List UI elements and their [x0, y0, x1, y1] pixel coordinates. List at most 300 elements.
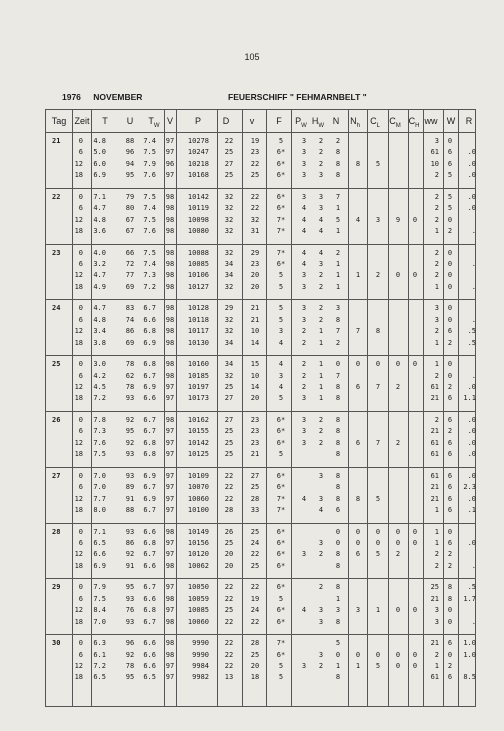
cell-U: 92 [125, 650, 135, 659]
cell-V: 98 [165, 617, 175, 626]
cell-zeit: 0 [78, 248, 83, 257]
cell-W: 2 [447, 427, 453, 436]
cell-Hw: 1 [318, 338, 324, 347]
cell-R: 1.0 [463, 650, 476, 659]
cell-v: 28 [250, 494, 260, 503]
cell-F: 5 [278, 304, 284, 313]
cell-zeit: 12 [74, 327, 83, 336]
cell-P: 9984 [192, 662, 209, 670]
cell-F: 6* [276, 539, 286, 547]
cell-F: 6* [276, 617, 286, 626]
cell-V: 98 [165, 260, 175, 268]
cell-V: 97 [165, 137, 175, 145]
cell-N: 0 [335, 360, 341, 369]
cell-R: .0 [467, 450, 476, 459]
cell-P: 10080 [187, 227, 209, 235]
cell-T: 8.4 [93, 606, 106, 615]
cell-D: 32 [224, 204, 234, 213]
cell-N: 1 [335, 271, 341, 280]
cell-ww: 2 [434, 327, 439, 336]
cell-V: 98 [165, 215, 175, 224]
cell-Nh: 8 [355, 159, 361, 168]
cell-zeit: 18 [74, 227, 83, 235]
cell-U: 91 [125, 494, 135, 503]
cell-R: .0 [467, 204, 476, 213]
cell-F: 5 [278, 137, 284, 145]
cell-D: 20 [224, 550, 234, 559]
cell-P: 10142 [187, 192, 209, 201]
cell-T: 7.1 [93, 527, 106, 536]
cell-Hw: 1 [318, 383, 324, 391]
cell-zeit: 6 [78, 650, 83, 659]
cell-D: 32 [224, 327, 234, 336]
column-divider [443, 110, 444, 706]
column-header-Nh: $N_h$ [350, 116, 360, 129]
cell-CL: 5 [375, 159, 381, 168]
cell-CH: 0 [412, 360, 418, 369]
cell-Hw: 2 [318, 662, 324, 670]
column-divider [348, 110, 349, 706]
cell-P: 10128 [187, 304, 209, 313]
cell-CL: 0 [375, 527, 381, 536]
column-divider [291, 110, 292, 706]
cell-P: 9982 [192, 673, 209, 682]
weather-table [45, 109, 476, 707]
cell-W: 0 [447, 360, 453, 369]
cell-ww: 21 [430, 494, 439, 503]
cell-Tw: 6.7 [143, 506, 156, 514]
cell-N: 8 [335, 471, 341, 480]
cell-Hw: 4 [318, 227, 324, 235]
cell-Tw: 7.5 [143, 148, 156, 157]
cell-v: 10 [250, 327, 260, 336]
cell-Tw: 6.9 [143, 338, 156, 347]
cell-W: 0 [447, 650, 453, 659]
cell-v: 21 [250, 450, 260, 459]
cell-v: 24 [250, 539, 260, 547]
cell-W: 0 [447, 248, 453, 257]
cell-zeit: 6 [78, 260, 83, 268]
cell-F: 6* [276, 171, 286, 180]
cell-N: 8 [335, 383, 341, 391]
cell-Hw: 2 [318, 159, 324, 168]
column-header-Tw: $T_W$ [148, 116, 160, 129]
cell-Pw: 3 [301, 394, 307, 403]
cell-F: 5 [278, 315, 284, 324]
cell-Tw: 6.8 [143, 606, 156, 615]
cell-zeit: 12 [74, 215, 83, 224]
cell-Nh: 0 [355, 650, 361, 659]
cell-Pw: 3 [301, 159, 307, 168]
cell-T: 6.5 [93, 539, 106, 547]
cell-D: 28 [224, 506, 234, 514]
cell-F: 7* [276, 215, 286, 224]
column-header-P: P [194, 116, 202, 126]
cell-P: 9990 [192, 639, 209, 648]
cell-P: 10173 [187, 394, 209, 403]
cell-zeit: 0 [78, 527, 83, 536]
cell-D: 20 [224, 561, 234, 570]
cell-T: 6.9 [93, 171, 106, 180]
cell-CH: 0 [412, 215, 418, 224]
cell-R: . [471, 315, 476, 324]
cell-Hw: 1 [318, 371, 324, 380]
cell-v: 33 [250, 506, 260, 514]
cell-zeit: 6 [78, 427, 83, 436]
day-separator [46, 355, 475, 356]
cell-N: 6 [335, 506, 341, 514]
cell-F: 6* [276, 427, 286, 436]
cell-Tw: 6.7 [143, 550, 156, 559]
cell-F: 6* [276, 159, 286, 168]
cell-v: 14 [250, 383, 260, 391]
cell-N: 8 [335, 159, 341, 168]
cell-U: 88 [125, 137, 135, 145]
cell-CH: 0 [412, 606, 418, 615]
cell-T: 3.2 [93, 260, 106, 268]
cell-v: 22 [250, 192, 260, 201]
cell-F: 7* [276, 494, 286, 503]
cell-W: 0 [447, 304, 453, 313]
cell-v: 22 [250, 583, 260, 592]
column-header-Hw: $H_W$ [311, 116, 325, 129]
cell-D: 25 [224, 438, 234, 447]
cell-F: 6* [276, 471, 286, 480]
cell-D: 22 [224, 471, 234, 480]
cell-R: 8.5 [463, 673, 476, 682]
cell-T: 7.2 [93, 394, 106, 403]
cell-zeit: 12 [74, 159, 83, 168]
cell-F: 7* [276, 639, 286, 648]
cell-V: 97 [165, 148, 175, 157]
cell-CH: 0 [412, 539, 418, 547]
cell-CH: 0 [412, 650, 418, 659]
cell-T: 4.7 [93, 271, 106, 280]
day-label: 28 [52, 527, 61, 536]
cell-F: 7* [276, 227, 286, 235]
cell-Pw: 2 [301, 360, 307, 369]
cell-F: 6* [276, 260, 286, 268]
cell-T: 4.8 [93, 137, 106, 145]
cell-N: 0 [335, 539, 341, 547]
cell-Nh: 0 [355, 539, 361, 547]
cell-Hw: 2 [318, 583, 324, 592]
day-separator [46, 523, 475, 524]
cell-R: .0 [467, 471, 476, 480]
cell-ww: 61 [430, 450, 439, 459]
column-divider [408, 110, 409, 706]
cell-v: 25 [250, 650, 260, 659]
cell-D: 22 [224, 494, 234, 503]
cell-P: 9990 [192, 650, 209, 659]
cell-P: 10162 [187, 416, 209, 424]
cell-W: 6 [447, 450, 453, 459]
cell-Pw: 2 [301, 371, 307, 380]
cell-V: 98 [165, 650, 175, 659]
cell-D: 32 [224, 215, 234, 224]
day-label: 21 [52, 137, 61, 145]
cell-D: 22 [224, 650, 234, 659]
cell-U: 69 [125, 282, 135, 291]
cell-U: 93 [125, 527, 135, 536]
cell-N: 7 [335, 371, 341, 380]
cell-U: 92 [125, 550, 135, 559]
cell-P: 10118 [187, 315, 209, 324]
cell-zeit: 18 [74, 673, 83, 682]
cell-ww: 21 [430, 394, 439, 403]
cell-P: 10070 [187, 483, 209, 492]
cell-Tw: 6.6 [143, 394, 156, 403]
cell-V: 98 [165, 282, 175, 291]
column-divider [91, 110, 92, 706]
cell-ww: 2 [434, 204, 439, 213]
cell-Nh: 1 [355, 271, 361, 280]
day-label: 30 [52, 639, 61, 648]
cell-F: 5 [278, 673, 284, 682]
cell-ww: 3 [434, 304, 439, 313]
cell-V: 98 [165, 594, 175, 603]
cell-ww: 10 [430, 159, 439, 168]
cell-Tw: 6.9 [143, 383, 156, 391]
cell-R: .5 [467, 583, 476, 592]
cell-Pw: 4 [301, 227, 307, 235]
cell-U: 74 [125, 315, 135, 324]
cell-zeit: 18 [74, 561, 83, 570]
column-header-F: F [276, 116, 282, 126]
cell-T: 3.0 [93, 360, 106, 369]
cell-v: 22 [250, 550, 260, 559]
cell-W: 0 [447, 606, 453, 615]
cell-D: 22 [224, 137, 234, 145]
cell-P: 10127 [187, 282, 209, 291]
cell-Hw: 2 [318, 416, 324, 424]
cell-CM: 0 [395, 271, 401, 280]
cell-zeit: 0 [78, 471, 83, 480]
cell-Nh: 7 [355, 327, 361, 336]
cell-ww: 3 [434, 137, 439, 145]
cell-v: 21 [250, 315, 260, 324]
cell-U: 88 [125, 506, 135, 514]
cell-Tw: 6.6 [143, 662, 156, 670]
cell-T: 7.3 [93, 427, 106, 436]
cell-CM: 0 [395, 662, 401, 670]
cell-W: 0 [447, 215, 453, 224]
cell-ww: 2 [434, 371, 439, 380]
column-header-N: N [332, 116, 340, 126]
cell-Hw: 3 [318, 650, 324, 659]
cell-D: 13 [224, 673, 234, 682]
cell-W: 6 [447, 539, 453, 547]
cell-V: 97 [165, 662, 175, 670]
cell-P: 10060 [187, 494, 209, 503]
cell-Pw: 3 [301, 171, 307, 180]
cell-Tw: 6.6 [143, 594, 156, 603]
cell-N: 8 [335, 315, 341, 324]
cell-Nh: 6 [355, 383, 361, 391]
cell-U: 95 [125, 673, 135, 682]
column-divider [242, 110, 243, 706]
cell-W: 6 [447, 159, 453, 168]
cell-D: 25 [224, 539, 234, 547]
cell-v: 22 [250, 159, 260, 168]
cell-CL: 7 [375, 438, 381, 447]
cell-ww: 61 [430, 383, 439, 391]
column-header-CH: $C_H$ [408, 116, 420, 129]
column-header-W: W [446, 116, 456, 126]
column-divider [176, 110, 177, 706]
cell-CH: 0 [412, 527, 418, 536]
cell-R: . [471, 260, 476, 268]
cell-D: 29 [224, 304, 234, 313]
column-header-R: R [465, 116, 473, 126]
cell-V: 97 [165, 583, 175, 592]
cell-Hw: 2 [318, 438, 324, 447]
cell-v: 27 [250, 471, 260, 480]
cell-P: 10119 [187, 204, 209, 213]
cell-ww: 1 [434, 282, 439, 291]
cell-P: 10168 [187, 171, 209, 180]
cell-Hw: 4 [318, 215, 324, 224]
column-divider [423, 110, 424, 706]
cell-U: 69 [125, 338, 135, 347]
cell-V: 98 [165, 561, 175, 570]
cell-zeit: 12 [74, 494, 83, 503]
cell-R: .0 [467, 192, 476, 201]
column-header-row [46, 110, 475, 133]
cell-W: 0 [447, 137, 453, 145]
cell-F: 6* [276, 483, 286, 492]
cell-D: 32 [224, 282, 234, 291]
cell-V: 98 [165, 338, 175, 347]
cell-CL: 5 [375, 494, 381, 503]
cell-U: 93 [125, 617, 135, 626]
cell-F: 5 [278, 594, 284, 603]
cell-T: 8.0 [93, 506, 106, 514]
cell-W: 8 [447, 583, 453, 592]
day-label: 23 [52, 248, 61, 257]
cell-W: 2 [447, 383, 453, 391]
cell-CL: 5 [375, 550, 381, 559]
column-header-CL: $C_L$ [370, 116, 380, 129]
cell-N: 0 [335, 527, 341, 536]
cell-U: 80 [125, 204, 135, 213]
column-header-ww: ww [424, 116, 438, 126]
cell-v: 23 [250, 438, 260, 447]
cell-CL: 1 [375, 606, 381, 615]
column-header-U: U [126, 116, 134, 126]
cell-V: 98 [165, 315, 175, 324]
cell-P: 10155 [187, 427, 209, 436]
cell-v: 25 [250, 527, 260, 536]
cell-T: 3.8 [93, 338, 106, 347]
cell-zeit: 18 [74, 338, 83, 347]
cell-U: 93 [125, 471, 135, 480]
cell-D: 27 [224, 159, 234, 168]
cell-Hw: 2 [318, 137, 324, 145]
cell-R: .0 [467, 159, 476, 168]
cell-Tw: 6.8 [143, 438, 156, 447]
cell-Nh: 6 [355, 438, 361, 447]
cell-Hw: 3 [318, 539, 324, 547]
column-header-zeit: Zeit [74, 116, 90, 126]
cell-v: 29 [250, 248, 260, 257]
cell-F: 6* [276, 650, 286, 659]
cell-Pw: 3 [301, 137, 307, 145]
day-label: 22 [52, 192, 61, 201]
cell-Hw: 2 [318, 550, 324, 559]
cell-CL: 5 [375, 662, 381, 670]
cell-W: 6 [447, 416, 453, 424]
day-separator [46, 411, 475, 412]
cell-CM: 0 [395, 606, 401, 615]
cell-W: 0 [447, 315, 453, 324]
cell-Pw: 2 [301, 338, 307, 347]
cell-Pw: 4 [301, 215, 307, 224]
cell-N: 1 [335, 282, 341, 291]
cell-W: 6 [447, 471, 453, 480]
cell-zeit: 12 [74, 383, 83, 391]
cell-Tw: 6.7 [143, 416, 156, 424]
cell-U: 94 [125, 159, 135, 168]
cell-F: 4 [278, 360, 284, 369]
cell-T: 7.2 [93, 662, 106, 670]
cell-Hw: 4 [318, 506, 324, 514]
cell-D: 25 [224, 606, 234, 615]
cell-CM: 0 [395, 539, 401, 547]
cell-ww: 1 [434, 227, 439, 235]
cell-ww: 3 [434, 617, 439, 626]
cell-T: 4.8 [93, 315, 106, 324]
cell-W: 6 [447, 438, 453, 447]
cell-D: 22 [224, 483, 234, 492]
cell-R: .1 [467, 506, 476, 514]
cell-Tw: 7.4 [143, 204, 156, 213]
cell-Pw: 3 [301, 427, 307, 436]
cell-V: 97 [165, 483, 175, 492]
cell-Tw: 6.7 [143, 483, 156, 492]
cell-P: 10278 [187, 137, 209, 145]
cell-V: 97 [165, 450, 175, 459]
cell-T: 6.3 [93, 639, 106, 648]
cell-N: 3 [335, 304, 341, 313]
cell-D: 32 [224, 371, 234, 380]
cell-W: 6 [447, 673, 453, 682]
cell-U: 78 [125, 360, 135, 369]
cell-zeit: 12 [74, 662, 83, 670]
cell-T: 6.1 [93, 650, 106, 659]
cell-U: 95 [125, 427, 135, 436]
cell-U: 89 [125, 483, 135, 492]
cell-U: 76 [125, 606, 135, 615]
cell-D: 34 [224, 260, 234, 268]
cell-U: 86 [125, 539, 135, 547]
cell-P: 10117 [187, 327, 209, 336]
cell-V: 96 [165, 159, 175, 168]
cell-zeit: 12 [74, 606, 83, 615]
cell-P: 10185 [187, 371, 209, 380]
cell-U: 96 [125, 639, 135, 648]
cell-W: 6 [447, 506, 453, 514]
cell-Hw: 4 [318, 248, 324, 257]
cell-v: 23 [250, 427, 260, 436]
cell-T: 7.5 [93, 450, 106, 459]
cell-zeit: 6 [78, 315, 83, 324]
cell-F: 6* [276, 204, 286, 213]
cell-v: 14 [250, 338, 260, 347]
cell-CH: 0 [412, 662, 418, 670]
cell-F: 6* [276, 192, 286, 201]
cell-T: 7.0 [93, 617, 106, 626]
